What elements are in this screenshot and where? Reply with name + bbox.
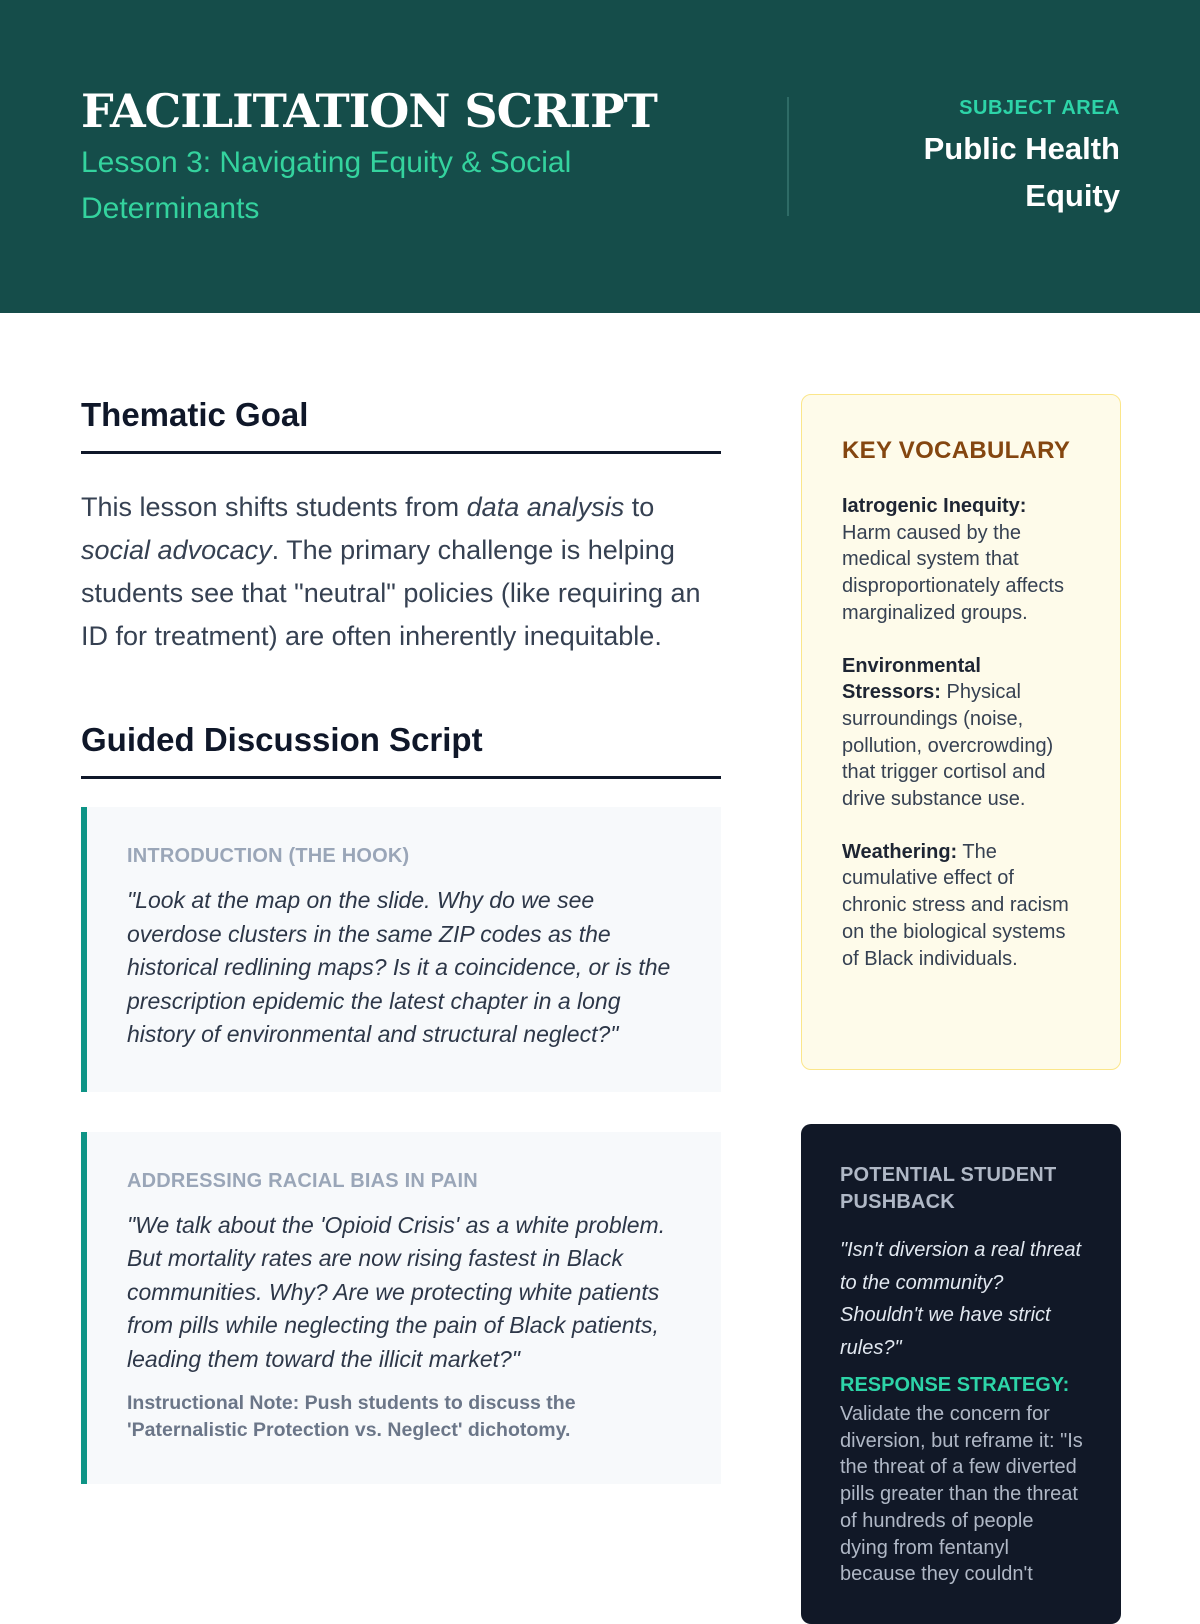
block-label: ADDRESSING RACIAL BIAS IN PAIN <box>127 1169 478 1192</box>
block-quote: "Look at the map on the slide. Why do we see overdose clusters in the same ZIP codes as the historical redlining maps? Is it a coincidence, or is the prescription epidemic the latest chapter in a long history of environmental and structural neglect?" <box>127 887 671 1047</box>
student-pushback-card <box>801 1124 1121 1624</box>
response-strategy-label: RESPONSE STRATEGY: <box>840 1374 1070 1396</box>
vocab-item <box>842 653 1080 813</box>
discussion-block-hook <box>81 807 721 1092</box>
key-vocabulary-card <box>801 394 1121 1070</box>
vocab-item <box>842 839 1080 973</box>
vocab-definition: The cumulative effect of chronic stress and racism on the biological systems of Black individuals. <box>842 840 1069 970</box>
thematic-goal-text <box>81 486 721 658</box>
instructional-note: Instructional Note: Push students to discuss the 'Paternalistic Protection vs. Neglect' dichotomy. <box>127 1392 576 1441</box>
discussion-heading: Guided Discussion Script <box>81 720 721 779</box>
vocab-definition: Harm caused by the medical system that disproportionately affects marginalized groups. <box>842 521 1064 624</box>
page-header <box>0 0 1200 313</box>
pushback-quote: "Isn't diversion a real threat to the community? Shouldn't we have strict rules?" <box>840 1239 1082 1359</box>
vocab-term: Iatrogenic Inequity: <box>842 495 1027 517</box>
main-column <box>81 395 721 1484</box>
vocab-item <box>842 493 1080 627</box>
block-label: INTRODUCTION (THE HOOK) <box>127 845 410 867</box>
vocab-definition: Physical surroundings (noise, pollution, overcrowding) that trigger cortisol and drive substance use. <box>842 681 1054 811</box>
goal-text-after: . The primary challenge is helping students see that "neutral" policies (like requiring an ID for treatment) are often inherently inequitable. <box>81 535 701 651</box>
goal-emphasis-2: social advocacy <box>81 535 272 565</box>
vocabulary-title: KEY VOCABULARY <box>842 437 1071 464</box>
block-quote: "We talk about the 'Opioid Crisis' as a white problem. But mortality rates are now rising fastest in Black communities. Why? Are we protecting white patients from pills while neglecting the pain of Black patients, leading them toward the illicit market?" <box>127 1211 666 1372</box>
thematic-goal-heading: Thematic Goal <box>81 395 721 454</box>
goal-emphasis-1: data analysis <box>466 492 625 522</box>
page-title: FACILITATION SCRIPT <box>81 84 657 138</box>
pushback-title: POTENTIAL STUDENT PUSHBACK <box>840 1164 1057 1213</box>
lesson-subtitle: Lesson 3: Navigating Equity & Social Determinants <box>81 146 572 225</box>
subject-area-label: SUBJECT AREA <box>959 97 1120 119</box>
discussion-block-racial-bias <box>81 1132 721 1485</box>
header-divider <box>787 97 789 216</box>
goal-text-before: This lesson shifts students from <box>81 492 467 522</box>
vocab-term: Weathering: <box>842 840 958 863</box>
response-strategy-text: Validate the concern for diversion, but reframe it: "Is the threat of a few diverted pills greater than the threat of hundreds of people dying from fentanyl because they couldn't <box>840 1403 1083 1586</box>
goal-text-mid: to <box>624 492 655 522</box>
vocab-term: Environmental Stressors: <box>842 654 981 704</box>
subject-area-value: Public Health Equity <box>923 131 1120 213</box>
